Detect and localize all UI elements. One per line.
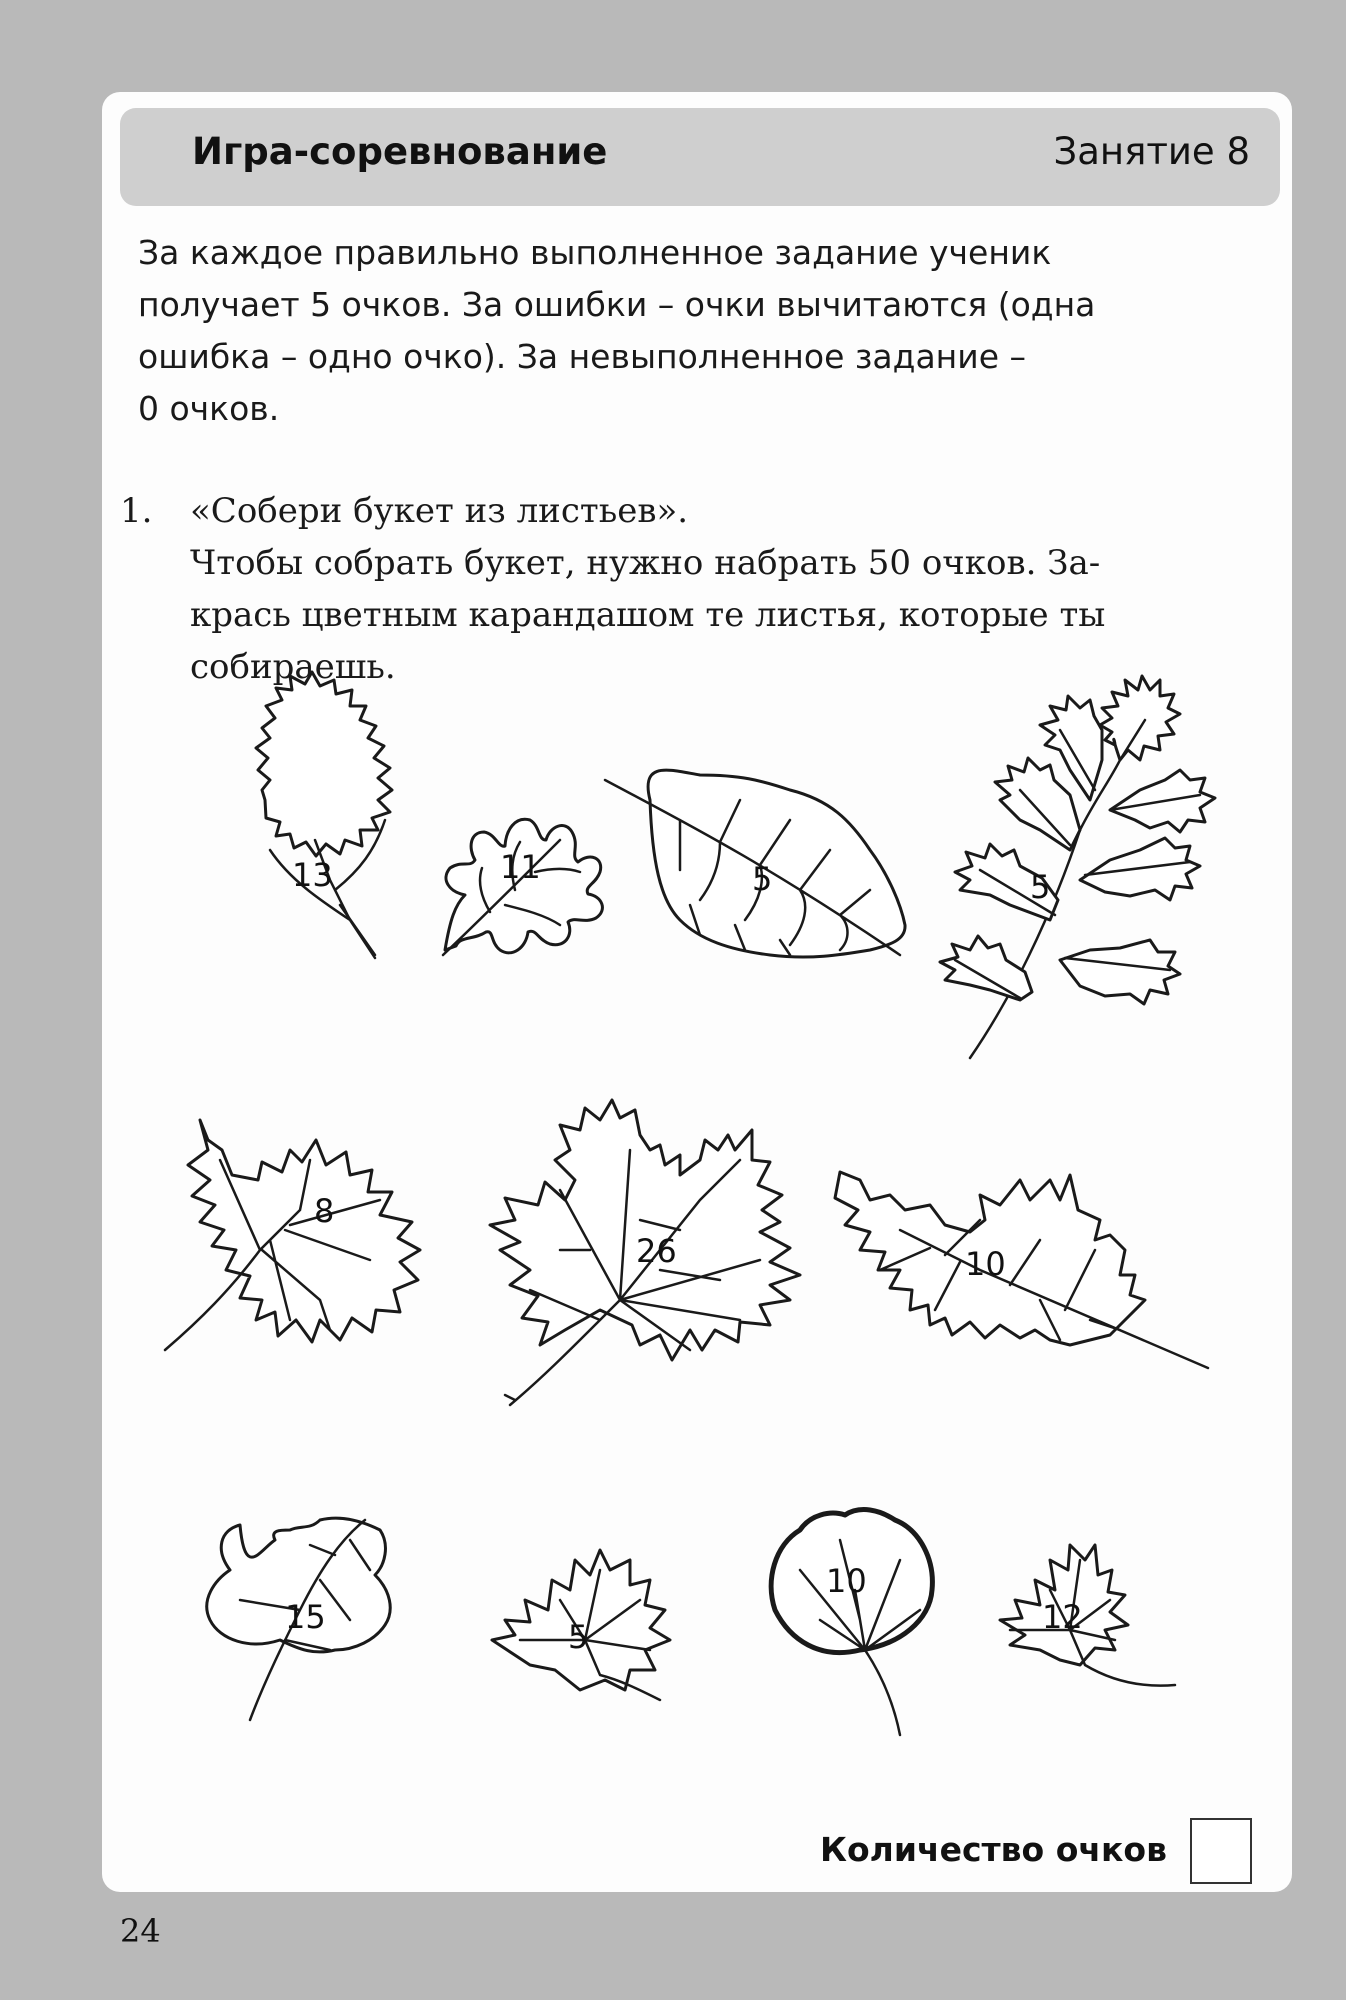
leaf-maple[interactable] — [490, 1100, 800, 1405]
page-title: Игра-соревнование — [192, 130, 608, 173]
leaf-points-label: 8 — [314, 1192, 335, 1230]
leaf-hawthorn[interactable] — [835, 1172, 1208, 1368]
task-line: «Собери букет из листьев». — [190, 491, 689, 531]
leaf-points-label: 5 — [1030, 868, 1051, 906]
leaf-oak[interactable] — [443, 819, 602, 955]
rules-line: За каждое правильно выполненное задание ученик — [138, 233, 1052, 272]
task-line: Чтобы собрать букет, нужно набрать 50 очков. За- — [190, 543, 1101, 583]
rules-line: 0 очков. — [138, 389, 280, 428]
leaf-points-label: 10 — [826, 1562, 867, 1600]
rules-line: ошибка – одно очко). За невыполненное задание – — [138, 337, 1026, 376]
leaf-elm[interactable] — [605, 770, 905, 957]
page-number: 24 — [120, 1912, 161, 1950]
leaf-maple-broken[interactable] — [165, 1120, 420, 1350]
lesson-label: Занятие 8 — [1053, 130, 1250, 173]
leaf-points-label: 13 — [292, 856, 333, 894]
score-input-box[interactable] — [1190, 1818, 1252, 1884]
leaf-aspen[interactable] — [771, 1510, 932, 1735]
leaf-points-label: 5 — [568, 1618, 589, 1656]
leaf-small-maple[interactable] — [492, 1550, 670, 1700]
leaf-points-label: 11 — [500, 848, 541, 886]
leaf-points-label: 12 — [1042, 1598, 1083, 1636]
score-label: Количество очков — [820, 1830, 1167, 1869]
leaf-points-label: 15 — [285, 1598, 326, 1636]
rules-line: получает 5 очков. За ошибки – очки вычитаются (одна — [138, 285, 1096, 324]
task-number: 1. — [120, 491, 153, 531]
task-line: крась цветным карандашом те листья, которые ты — [190, 595, 1106, 635]
task-line: собираешь. — [190, 647, 396, 687]
leaf-birch[interactable] — [256, 672, 392, 958]
leaf-rowan[interactable] — [940, 676, 1215, 1058]
leaf-points-label: 5 — [752, 860, 773, 898]
leaf-currant[interactable] — [207, 1518, 390, 1720]
leaf-points-label: 26 — [636, 1232, 677, 1270]
leaf-points-label: 10 — [965, 1245, 1006, 1283]
leaf-small-maple-2[interactable] — [1000, 1545, 1175, 1686]
